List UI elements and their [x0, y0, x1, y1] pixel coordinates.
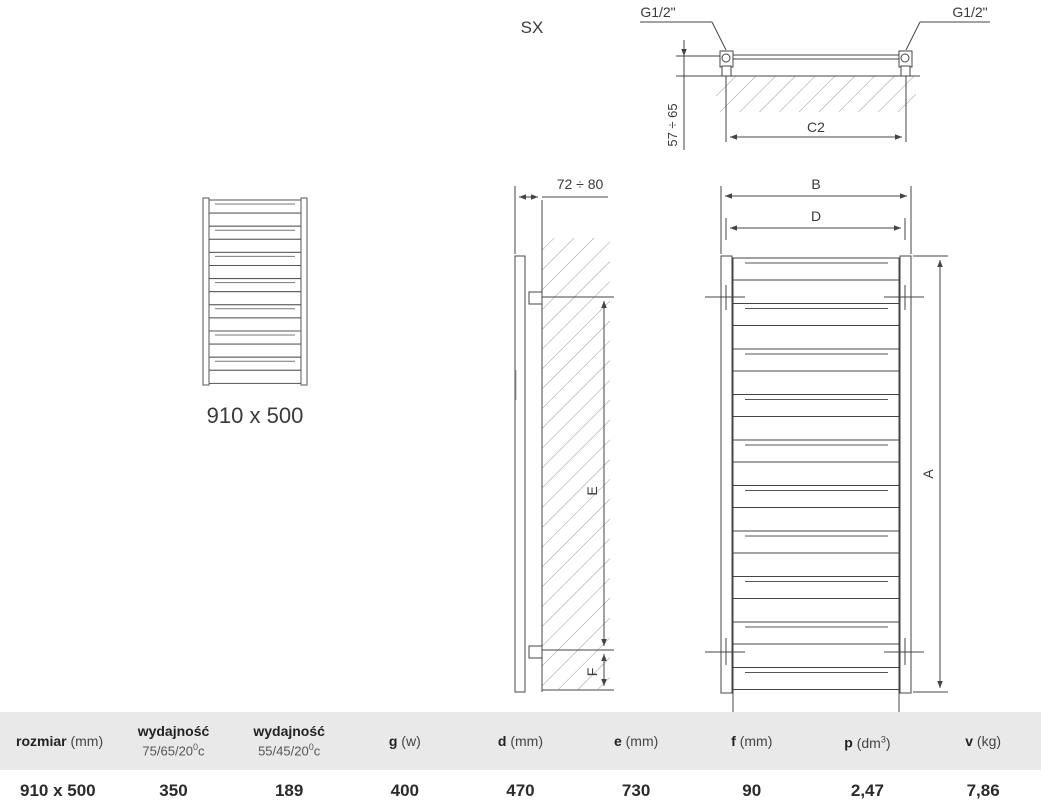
thumbnail-bar	[209, 213, 301, 226]
front-view	[705, 186, 948, 712]
cell-g: 400	[347, 770, 463, 811]
front-bar	[733, 577, 899, 623]
e-label: E	[584, 486, 600, 496]
cell-e: 730	[578, 770, 694, 811]
col-header-output-75: wydajność $75/65/20^0c$	[116, 712, 232, 770]
c2-label: C2	[807, 119, 825, 135]
side-view	[515, 186, 614, 692]
depth-label: 72 ÷ 80	[556, 176, 604, 192]
cell-output-75: 350	[116, 770, 232, 811]
col-header-f: f (mm)	[694, 712, 810, 770]
thumbnail-bar	[209, 239, 301, 252]
front-bar	[733, 531, 899, 577]
thumbnail-bar	[209, 266, 301, 279]
cell-size: 910 x 500	[0, 770, 116, 811]
thumbnail-bar	[209, 357, 301, 370]
thread-left-label: G1/2"	[640, 4, 676, 20]
front-bar	[733, 258, 899, 304]
thread-right-label: G1/2"	[952, 4, 988, 20]
f-label: F	[584, 667, 600, 677]
cell-output-55: 189	[231, 770, 347, 811]
wall-distance-label: 57 ÷ 65	[665, 103, 680, 147]
col-header-p: p $(dm^3)$	[810, 712, 926, 770]
table-row	[0, 770, 1041, 811]
thumbnail-bar	[209, 331, 301, 344]
col-header-output-55: wydajność $55/45/20^0c$	[231, 712, 347, 770]
cell-f: 90	[694, 770, 810, 811]
cell-d: 470	[463, 770, 579, 811]
front-bar	[733, 622, 899, 668]
thumbnail-bar	[209, 252, 301, 265]
col-header-d: d (mm)	[463, 712, 579, 770]
thumbnail-bar	[209, 279, 301, 292]
a-label: A	[920, 469, 936, 479]
thumbnail-caption: 910 x 500	[206, 403, 304, 428]
front-bar	[733, 486, 899, 532]
front-bar	[733, 349, 899, 395]
front-bar	[733, 395, 899, 441]
specs-table	[0, 712, 1041, 811]
thumbnail-bar	[209, 292, 301, 305]
front-bar	[733, 304, 899, 350]
thumbnail-bar	[209, 318, 301, 331]
thumbnail-bar	[209, 226, 301, 239]
thumbnail-bar	[209, 305, 301, 318]
thumbnail-bar	[209, 370, 301, 383]
col-header-e: e (mm)	[578, 712, 694, 770]
thumbnail-bar	[209, 344, 301, 357]
front-bar	[733, 440, 899, 486]
d-label: D	[810, 208, 822, 224]
col-header-v: v (kg)	[925, 712, 1041, 770]
cell-p: 2,47	[810, 770, 926, 811]
b-label: B	[811, 176, 821, 192]
connection-type-label: SX	[520, 18, 544, 37]
cell-v: 7,86	[925, 770, 1041, 811]
thumbnail-bar	[209, 200, 301, 213]
thumbnail-radiator	[203, 198, 307, 385]
col-header-size: rozmiar (mm)	[0, 712, 116, 770]
col-header-g: g (w)	[347, 712, 463, 770]
specs-header-row	[0, 712, 1041, 770]
